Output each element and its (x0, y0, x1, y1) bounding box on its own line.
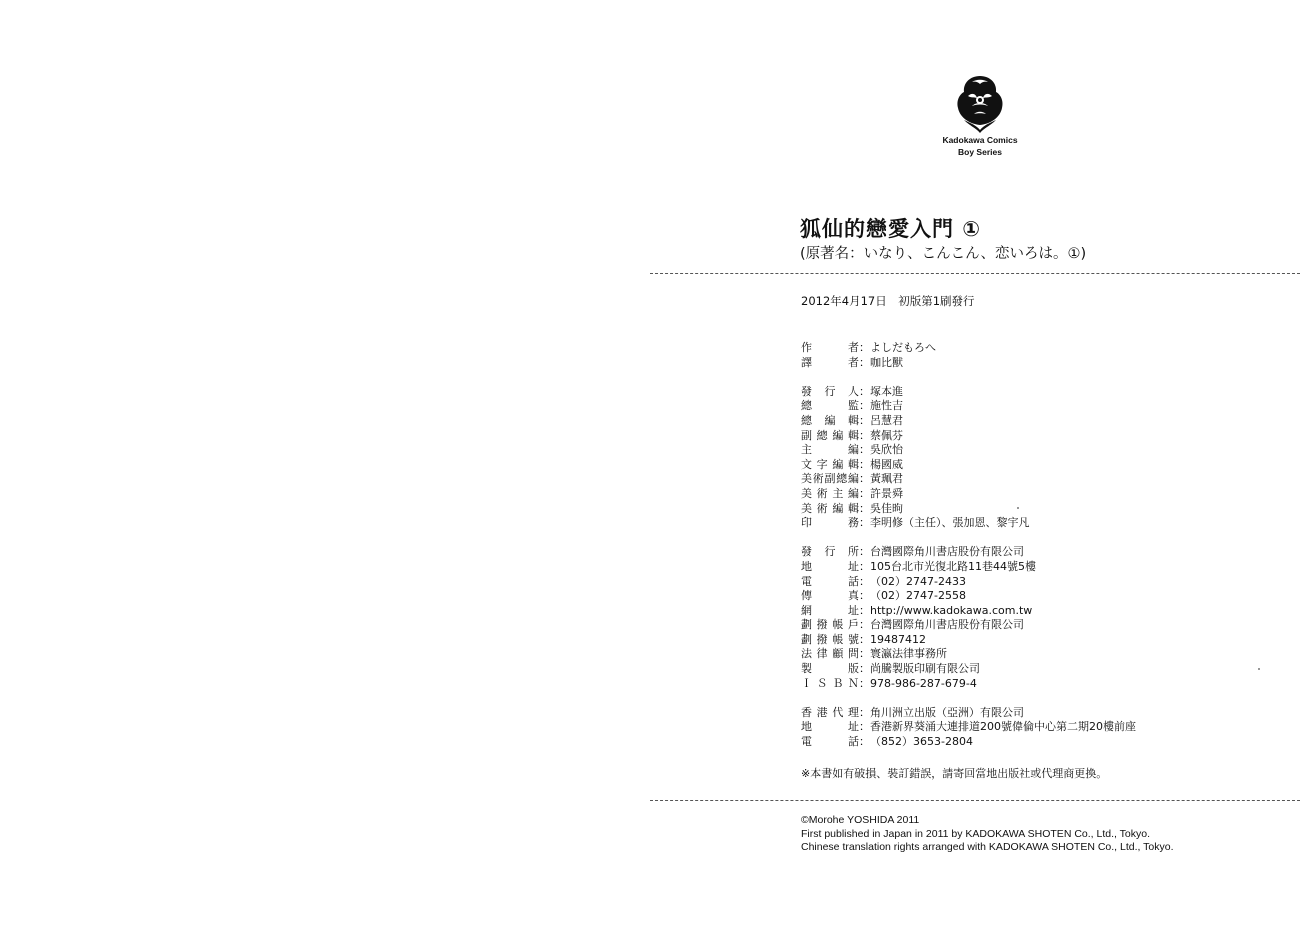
label-colon: ： (859, 603, 870, 617)
label-colon: ： (859, 413, 870, 427)
credit-value: よしだもろへ (870, 341, 936, 354)
credit-value: 香港新界葵涌大連排道200號偉倫中心第二期20樓前座 (870, 720, 1136, 734)
credit-label: 法 律 顧 問 (801, 647, 859, 661)
credit-label: 地 址 (801, 559, 859, 573)
credit-value: 蔡佩芬 (870, 428, 903, 442)
editorial-row (801, 399, 1136, 414)
credit-value: 寰瀛法律事務所 (870, 647, 947, 661)
label-colon: ： (859, 443, 870, 457)
edition-date: 2012年4月17日 初版第1刷發行 (801, 294, 975, 308)
editorial-row (801, 487, 1136, 502)
editorial-row (801, 443, 1136, 458)
credit-value: 角川洲立出版（亞洲）有限公司 (870, 705, 1024, 719)
label-colon: ： (859, 516, 870, 530)
copyright-line: ©Morohe YOSHIDA 2011 (801, 814, 920, 826)
credit-value: 塚本進 (870, 384, 903, 398)
divider-bottom (650, 800, 1300, 801)
phoenix-emblem-icon (950, 70, 1010, 134)
publisher-row (801, 575, 1136, 590)
editorial-row (801, 502, 1136, 517)
credit-label: 譯 者 (801, 355, 859, 369)
credit-value: 施性吉 (870, 399, 903, 413)
credit-value: 19487412 (870, 632, 926, 646)
label-colon: ： (859, 399, 870, 413)
credit-label: 作 者 (801, 341, 859, 354)
publisher-row (801, 633, 1136, 648)
credit-label: 發 行 人 (801, 384, 859, 398)
label-colon: ： (859, 676, 870, 690)
credit-value: 吳佳昫 (870, 501, 903, 515)
credit-label: 製 版 (801, 662, 859, 676)
credit-label: 總 監 (801, 399, 859, 413)
staff-row (801, 341, 1136, 356)
label-colon: ： (859, 428, 870, 442)
publisher-row (801, 589, 1136, 604)
credit-value: 978-986-287-679-4 (870, 676, 977, 690)
credit-label: 美 術 編 輯 (801, 501, 859, 515)
label-colon: ： (859, 574, 870, 588)
label-colon: ： (859, 647, 870, 661)
translation-rights-line: Chinese translation rights arranged with KADOKAWA SHOTEN Co., Ltd., Tokyo. (801, 841, 1174, 853)
publisher-row (801, 604, 1136, 619)
group-spacer (801, 691, 1136, 706)
credit-label: Ｉ Ｓ Ｂ Ｎ (801, 676, 859, 690)
publisher-row (801, 677, 1136, 692)
credit-label: 總 編 輯 (801, 413, 859, 427)
hongkong-row (801, 735, 1136, 750)
credit-label: 文 字 編 輯 (801, 457, 859, 471)
original-title: (原著名：いなり、こんこん、恋いろは。①) (800, 246, 1087, 262)
credit-label: 劃 撥 帳 戶 (801, 618, 859, 632)
editorial-row (801, 516, 1136, 531)
label-colon: ： (859, 632, 870, 646)
label-colon: ： (859, 662, 870, 676)
label-colon: ： (859, 720, 870, 734)
credit-label: 印 務 (801, 516, 859, 530)
credit-value: 楊國威 (870, 457, 903, 471)
credit-label: 傳 真 (801, 589, 859, 603)
editorial-row (801, 472, 1136, 487)
credit-value: 黃珮君 (870, 472, 903, 486)
credit-label: 網 址 (801, 603, 859, 617)
credit-label: 主 編 (801, 443, 859, 457)
editorial-row (801, 429, 1136, 444)
editorial-row (801, 414, 1136, 429)
credit-value: （02）2747-2558 (870, 589, 966, 603)
series-brand-line1: Kadokawa Comics (942, 135, 1018, 145)
credit-value: （852）3653-2804 (870, 735, 973, 749)
credit-label: 電 話 (801, 574, 859, 588)
editorial-row (801, 458, 1136, 473)
copyright-block (801, 814, 1174, 855)
group-spacer (801, 370, 1136, 385)
hongkong-row (801, 720, 1136, 735)
publisher-row (801, 662, 1136, 677)
credit-value: 許景舜 (870, 486, 903, 500)
label-colon: ： (859, 705, 870, 719)
credit-value: 台灣國際角川書店股份有限公司 (870, 545, 1024, 559)
series-brand-line2: Boy Series (958, 147, 1002, 157)
label-colon: ： (859, 589, 870, 603)
publisher-row (801, 647, 1136, 662)
credit-label: 發 行 所 (801, 545, 859, 559)
credit-label: 美 術 主 編 (801, 486, 859, 500)
credit-label: 副 總 編 輯 (801, 428, 859, 442)
credit-value: 105台北市光復北路11巷44號5樓 (870, 559, 1036, 573)
label-colon: ： (859, 486, 870, 500)
label-colon: ： (859, 545, 870, 559)
label-colon: ： (859, 355, 870, 369)
credit-label: 劃 撥 帳 號 (801, 632, 859, 646)
publisher-row (801, 560, 1136, 575)
publisher-row (801, 618, 1136, 633)
label-colon: ： (859, 618, 870, 632)
credit-label: 美 術 副 總 編 (801, 472, 859, 486)
publisher-logo (930, 70, 1030, 158)
label-colon: ： (859, 457, 870, 471)
scan-speck (1258, 668, 1260, 670)
credit-value: 李明修（主任）、張加恩、黎宇凡 (870, 516, 1030, 530)
colophon-credits (801, 341, 1136, 750)
credit-value: 呂慧君 (870, 413, 903, 427)
credit-value: http://www.kadokawa.com.tw (870, 603, 1033, 617)
scan-speck (1017, 507, 1019, 509)
staff-row (801, 356, 1136, 371)
publisher-row (801, 545, 1136, 560)
credit-label: 香 港 代 理 (801, 705, 859, 719)
editorial-row (801, 385, 1136, 400)
first-published-line: First published in Japan in 2011 by KADOKAWA SHOTEN Co., Ltd., Tokyo. (801, 827, 1150, 840)
label-colon: ： (859, 735, 870, 749)
damage-notice: ※本書如有破損、裝訂錯誤，請寄回當地出版社或代理商更換。 (801, 767, 1108, 780)
group-spacer (801, 531, 1136, 546)
label-colon: ： (859, 559, 870, 573)
label-colon: ： (859, 341, 870, 354)
credit-value: 咖比獸 (870, 355, 903, 369)
credit-value: 尚騰製版印刷有限公司 (870, 662, 980, 676)
credit-label: 地 址 (801, 720, 859, 734)
label-colon: ： (859, 501, 870, 515)
credit-value: 台灣國際角川書店股份有限公司 (870, 618, 1024, 632)
credit-value: 吳欣怡 (870, 443, 903, 457)
credit-label: 電 話 (801, 735, 859, 749)
credit-value: （02）2747-2433 (870, 574, 966, 588)
book-title: 狐仙的戀愛入門 ① (800, 217, 982, 241)
hongkong-row (801, 706, 1136, 721)
label-colon: ： (859, 472, 870, 486)
divider-top (650, 273, 1300, 274)
label-colon: ： (859, 384, 870, 398)
